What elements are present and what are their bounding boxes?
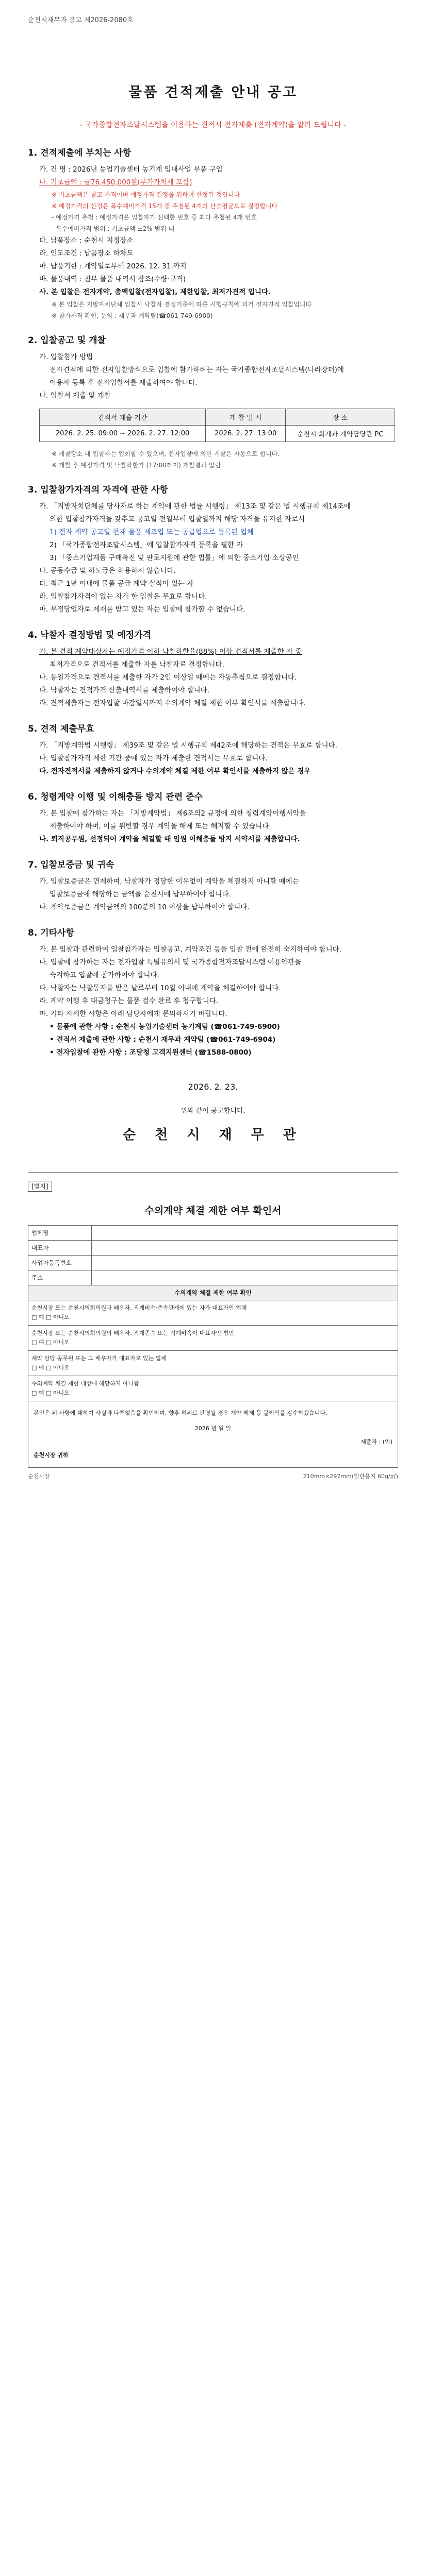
form-field-representative[interactable] <box>92 1241 398 1256</box>
table-header: 개 찰 일 시 <box>206 409 286 426</box>
submission-period: 2026. 2. 25. 09:00 ~ 2026. 2. 27. 12:00 <box>40 426 206 442</box>
text-line: 가. 입찰보증금은 면제하며, 낙찰자가 정당한 이유없이 계약을 체결하지 아니할 때에는 <box>39 877 299 886</box>
section-title: 5. 견적 제출무효 <box>28 724 94 734</box>
check-row <box>28 1300 398 1326</box>
form-section-title: 수의계약 체결 제한 여부 확인 <box>28 1285 398 1300</box>
section-title: 4. 낙찰자 결정방법 및 예정가격 <box>28 630 152 640</box>
check-item: 순천시장 또는 순천시의회의원과 배우자, 직계비속·존속관계에 있는 자가 대표자인 업체 <box>31 1304 247 1311</box>
form-section-row <box>28 1285 398 1300</box>
contact-line: • 전자입찰에 관한 사항 : 조달청 고객지원센터 (☎1588-0800) <box>50 1048 252 1057</box>
table-header: 견적서 제출 기간 <box>40 409 206 426</box>
addressee: 순천시장 귀하 <box>34 1452 69 1459</box>
text-line: 라. 입찰참가자격이 없는 자가 한 입찰은 무효로 합니다. <box>39 592 207 601</box>
text-line: 가. 본 입찰에 참가하는 자는 「지방계약법」 제6조의2 규정에 의한 청렴계약이행서약을 <box>39 809 306 818</box>
text-line: 나. 동일가격으로 견적서를 제출한 자가 2인 이상일 때에는 자동추첨으로 결정합니다. <box>39 673 297 682</box>
note-line: - 복수예비가격 범위 : 기초금액 ±2% 범위 내 <box>52 225 175 232</box>
check-cell <box>28 1300 398 1326</box>
form-row <box>28 1270 398 1285</box>
note-line: ※ 개찰 후 예정가격 및 낙찰하한가 (17:00까지) 개찰결과 알림 <box>52 462 221 469</box>
form-label: 업체명 <box>28 1226 92 1241</box>
note-line: ※ 참가자격 확인, 문의 : 재무과 계약팀(☎061-749-6900) <box>52 312 213 319</box>
schedule-table <box>39 409 395 442</box>
check-mark[interactable]: □ 예 □ 아니오 <box>31 1314 70 1320</box>
text-line: 다. 전자견적서를 제출하지 않거나 수의계약 체결 제한 여부 확인서를 제출하지 않은 경우 <box>39 767 311 775</box>
section-title: 2. 입찰공고 및 개찰 <box>28 335 106 346</box>
text-line: 나. 공동수급 및 하도급은 허용하지 않습니다. <box>39 567 176 575</box>
text-line: 나. 계약보증금은 계약금액의 100분의 10 이상을 납부하여야 합니다. <box>39 903 250 911</box>
check-item: 순천시장 또는 순천시의회의원의 배우자, 직계존속 또는 직계비속이 대표자인 법인 <box>31 1330 234 1336</box>
text-line: 다. 최근 1년 이내에 물품 공급 계약 실적이 있는 자 <box>39 580 194 588</box>
form-row <box>28 1256 398 1270</box>
form-label: 대표자 <box>28 1241 92 1256</box>
note-line: ※ 본 입찰은 지방자치단체 입찰시 낙찰자 결정기준에 따른 시행규칙에 의거 전자견적 입찰입니다 <box>52 301 312 308</box>
note-line: ※ 기초금액은 참고 가격이며 예정가격 결정을 위하여 산정된 것입니다 <box>52 191 240 198</box>
text-line: 전자견적에 의한 전자입찰방식으로 입찰에 참가하려는 자는 국가종합전자조달시스템(나라장터)에 <box>50 366 344 374</box>
section-5 <box>28 721 398 778</box>
text-line: 바. 물품내역 : 첨부 물품 내역서 참조(수량·규격) <box>39 275 186 283</box>
base-price-line: 나. 기초금액 : 금76,450,000원(부가가치세 포함) <box>39 178 192 187</box>
confirmation-form <box>28 1225 398 1468</box>
table-header-row <box>40 409 395 426</box>
text-line: 입찰보증금에 해당하는 금액을 순천시에 납부하여야 합니다. <box>50 890 231 899</box>
text-line: 마. 납품기한 : 계약일로부터 2026. 12. 31.까지 <box>39 262 187 270</box>
text-line: 나. 입찰서 제출 및 개찰 <box>39 392 111 400</box>
contact-line: • 물품에 관한 사항 : 순천시 농업기술센터 농기계팀 (☎061-749-6900) <box>50 1023 280 1031</box>
text-line: 라. 계약 이행 후 대금청구는 물품 검수 완료 후 청구합니다. <box>39 997 219 1005</box>
section-1 <box>28 145 398 321</box>
page-divider <box>28 1172 398 1173</box>
sign-date: 2026 년 월 일 <box>194 1425 232 1432</box>
table-header: 장 소 <box>286 409 395 426</box>
section-8 <box>28 925 398 1059</box>
text-line: 가. 「지방자치단체를 당사자로 하는 계약에 관한 법률 시행령」 제13조 및 같은 법 시행규칙 제14조에 <box>39 502 351 511</box>
text-line: 최저가격으로 견적서를 제출한 자를 낙찰자로 결정합니다. <box>50 660 224 669</box>
text-line: 나. 입찰참가자격 제한 기간 중에 있는 자가 제출한 견적서는 무효로 합니다. <box>39 754 268 762</box>
form-field-address[interactable] <box>92 1270 398 1285</box>
text-line: 숙지하고 입찰에 참가하여야 합니다. <box>50 971 159 979</box>
note-line: - 예정가격 추첨 : 예정가격은 입찰자가 선택한 번호 중 최다 추첨된 4개 번호 <box>52 214 257 221</box>
check-row <box>28 1326 398 1351</box>
section-2 <box>28 333 398 471</box>
opening-datetime: 2026. 2. 27. 13:00 <box>206 426 286 442</box>
text-line: 의한 입찰참가자격을 갖추고 공고일 전일부터 입찰일까지 해당 자격을 유지한 자로서 <box>50 515 305 523</box>
section-7 <box>28 857 398 914</box>
text-line: 다. 낙찰자는 견적가격 산출내역서를 제출하여야 합니다. <box>39 686 209 694</box>
announcement-date: 2026. 2. 23. <box>188 1082 238 1092</box>
note-line: ※ 예정가격의 산정은 복수예비가격 15개 중 추첨된 4개의 산술평균으로 결정합니다 <box>52 202 278 210</box>
footer-right: 210mm×297mm(일반용지 60g/㎡) <box>303 1473 398 1480</box>
pledge-cell <box>28 1401 398 1468</box>
text-line: 나. 입찰에 참가하는 자는 전자입찰 특별유의서 및 국가종합전자조달시스템 이용약관을 <box>39 958 302 967</box>
announcement-closing: 위와 같이 공고합니다. <box>181 1107 245 1115</box>
pledge-row <box>28 1401 398 1468</box>
table-row <box>40 426 395 442</box>
text-line: 나. 퇴직공무원, 선정되어 계약을 체결할 때 임원 이해충돌 방지 서약서를 제출합니다. <box>39 835 300 843</box>
text-line: 2) 「국가종합전자조달시스템」에 입찰참가자격 등록을 필한 자 <box>50 541 243 549</box>
text-line: 가. 「지방계약법 시행령」 제39조 및 같은 법 시행규칙 제42조에 해당하는 견적은 무효로 합니다. <box>39 741 337 750</box>
text-line: 가. 본 견적 계약대상자는 예정가격 이하 낙찰하한율(88%) 이상 견적서를 제출한 자 중 <box>39 648 302 656</box>
text-line: 다. 낙찰자는 낙찰통지를 받은 날로부터 10일 이내에 계약을 체결하여야 합니다. <box>39 984 281 992</box>
section-title: 7. 입찰보증금 및 귀속 <box>28 860 114 870</box>
section-4 <box>28 628 398 710</box>
text-line: 다. 납품장소 : 순천시 지정장소 <box>39 236 134 245</box>
form-label: 주소 <box>28 1270 92 1285</box>
signer-field[interactable]: 제출자 : (인) <box>361 1438 392 1445</box>
check-cell <box>28 1326 398 1351</box>
check-cell <box>28 1376 398 1401</box>
text-line: 1) 전자 계약 공고일 현재 물품 제조업 또는 공급업으로 등록된 업체 <box>50 528 254 536</box>
annex-label: [별지] <box>28 1181 52 1192</box>
text-line: 3) 「중소기업제품 구매촉진 및 판로지원에 관한 법률」에 의한 중소기업·소상공인 <box>50 554 299 562</box>
opening-place: 순천시 회계과 계약담당관 PC <box>286 426 395 442</box>
annex-title: 수의계약 체결 제한 여부 확인서 <box>144 1205 282 1216</box>
text-line: 제출하여야 하며, 이를 위반할 경우 계약을 해제 또는 해지할 수 있습니다. <box>50 822 271 831</box>
section-6 <box>28 789 398 846</box>
contact-line: • 견적서 제출에 관한 사항 : 순천시 재무과 계약팀 (☎061-749-6904) <box>50 1036 276 1044</box>
text-line: 가. 본 입찰과 관련하여 입찰참가자는 입찰공고, 계약조건 등을 입찰 전에 완전히 숙지하여야 합니다. <box>39 945 342 954</box>
text-line: 마. 기타 자세한 사항은 아래 담당자에게 문의하시기 바랍니다. <box>39 1010 227 1018</box>
form-field-company[interactable] <box>92 1226 398 1241</box>
text-line: 이용자 등록 후 전자입찰서를 제출하여야 합니다. <box>50 379 198 387</box>
issuing-organization: 순 천 시 재 무 관 <box>123 1127 303 1143</box>
check-item: 수의계약 체결 제한 대상에 해당하지 아니함 <box>31 1380 139 1387</box>
check-mark[interactable]: □ 예 □ 아니오 <box>31 1339 70 1346</box>
check-cell <box>28 1351 398 1376</box>
text-line: 가. 입찰참가 방법 <box>39 353 93 361</box>
text-line: 가. 건 명 : 2026년 농업기술센터 농기계 임대사업 부품 구입 <box>39 165 223 174</box>
section-title: 3. 입찰참가자격의 자격에 관한 사항 <box>28 485 168 495</box>
section-title: 8. 기타사항 <box>28 928 74 938</box>
section-title: 1. 견적제출에 부치는 사항 <box>28 148 132 158</box>
text-line: 사. 본 입찰은 전자계약, 총액입찰(전자입찰), 제한입찰, 최저가견적 입니다. <box>39 288 271 296</box>
check-item: 계약 담당 공무원 또는 그 배우자가 대표자로 있는 업체 <box>31 1355 167 1362</box>
check-mark[interactable]: □ 예 □ 아니오 <box>31 1389 70 1396</box>
intro-text: - 국가종합전자조달시스템을 이용하는 견적서 전자제출 (전자계약)을 알려 드립니다 - <box>79 121 347 129</box>
page-title: 물품 견적제출 안내 공고 <box>128 84 298 100</box>
form-field-business-number[interactable] <box>92 1256 398 1270</box>
form-label: 사업자등록번호 <box>28 1256 92 1270</box>
text-line: 라. 인도조건 : 납품장소 하차도 <box>39 249 134 258</box>
check-mark[interactable]: □ 예 □ 아니오 <box>31 1364 70 1371</box>
footer-left: 순천시장 <box>28 1473 50 1480</box>
check-row <box>28 1376 398 1401</box>
section-title: 6. 청렴계약 이행 및 이해충돌 방지 관련 준수 <box>28 792 203 802</box>
section-3 <box>28 482 398 616</box>
form-row <box>28 1226 398 1241</box>
check-row <box>28 1351 398 1376</box>
text-line: 마. 부정당업자로 제재를 받고 있는 자는 입찰에 참가할 수 없습니다. <box>39 605 245 614</box>
text-line: 라. 견적제출자는 전자입찰 마감일시까지 수의계약 체결 제한 여부 확인서를 제출합니다. <box>39 699 306 707</box>
document-number: 순천시재무과 공고 제2026-2080호 <box>28 16 134 24</box>
note-line: ※ 개찰장소 내 입찰자는 입회할 수 있으며, 전자입찰에 의한 개찰은 자동으로 합니다. <box>52 450 280 457</box>
pledge-text: 본인은 위 사항에 대하여 사실과 다름없음을 확인하며, 향후 허위로 판명될 경우 계약 해제 등 불이익을 감수하겠습니다. <box>34 1410 327 1416</box>
form-row <box>28 1241 398 1256</box>
form-footer <box>28 1472 398 1480</box>
